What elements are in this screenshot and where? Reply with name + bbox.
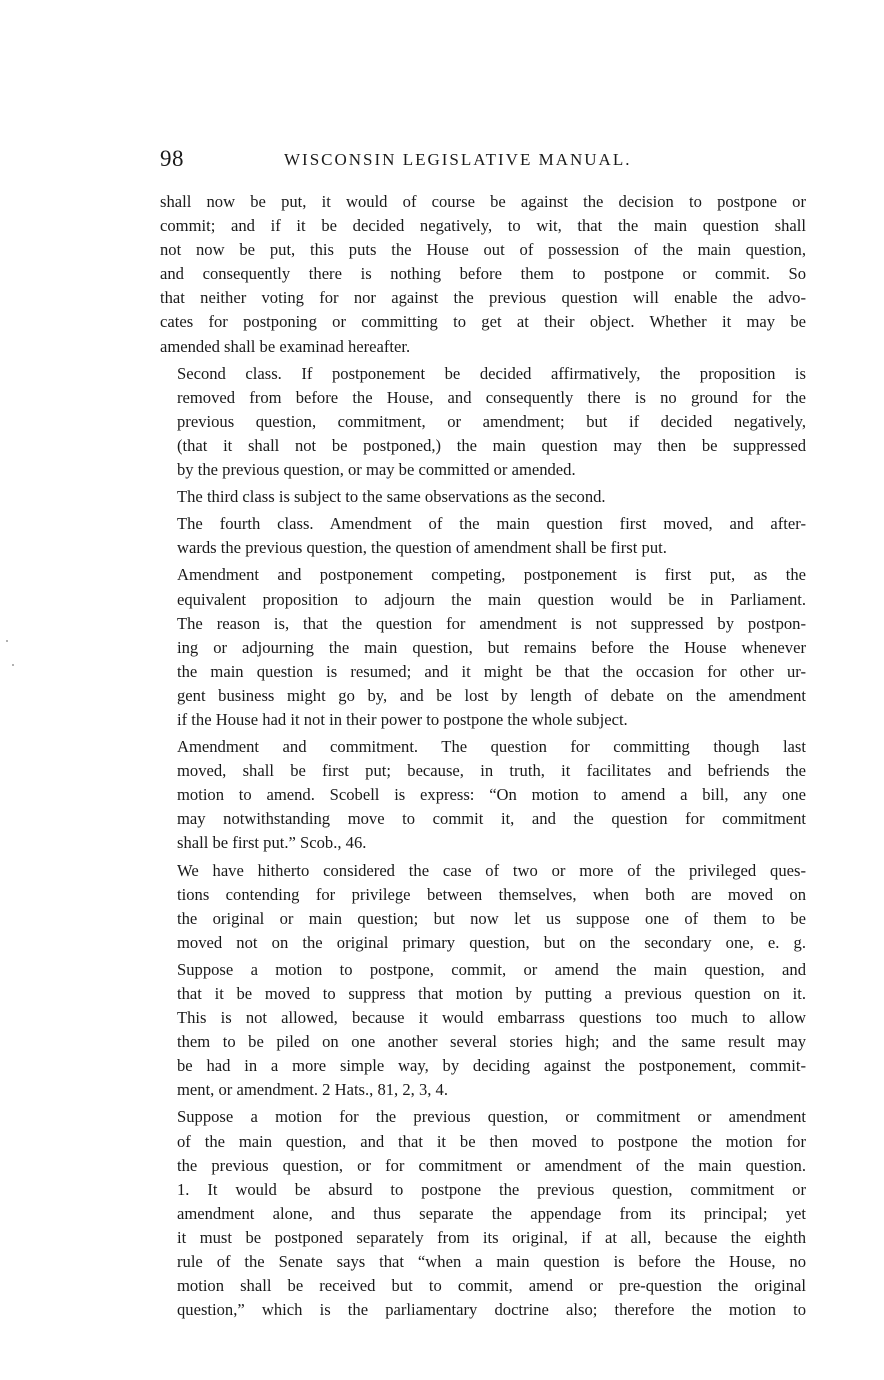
text-line: and consequently there is nothing before them to postpone or commit. So <box>160 264 806 284</box>
paragraph <box>160 958 806 1103</box>
text-line: Amendment and postponement competing, postponement is first put, as the <box>177 565 806 585</box>
paragraph <box>160 1105 806 1322</box>
text-line: question,” which is the parliamentary doctrine also; therefore the motion to <box>177 1300 806 1320</box>
paragraph <box>160 859 806 955</box>
text-line: that neither voting for nor against the previous question will enable the advo- <box>160 288 806 308</box>
text-line: them to be piled on one another several stories high; and the same result may <box>177 1032 806 1052</box>
text-line: be had in a more simple way, by deciding against the postponement, commit- <box>177 1056 806 1076</box>
text-line: removed from before the House, and consequently there is no ground for the <box>177 387 806 407</box>
text-line: tions contending for privilege between themselves, when both are moved on <box>177 884 806 904</box>
running-head: WISCONSIN LEGISLATIVE MANUAL. <box>284 150 632 169</box>
text-line: This is not allowed, because it would embarrass questions too much to allow <box>177 1008 806 1028</box>
page-number: 98 <box>160 146 184 171</box>
text-line: ment, or amendment. 2 Hats., 81, 2, 3, 4. <box>177 1080 448 1100</box>
text-line: Suppose a motion for the previous question, or commitment or amendment <box>177 1107 806 1127</box>
text-line: Second class. If postponement be decided affirmatively, the proposition is <box>177 363 806 383</box>
text-line: previous question, commitment, or amendment; but if decided negatively, <box>177 411 806 431</box>
paper-speck <box>12 664 14 666</box>
text-line: of the main question, and that it be then moved to postpone the motion for <box>177 1131 806 1151</box>
text-line: the original or main question; but now let us suppose one of them to be <box>177 908 806 928</box>
text-line: the main question is resumed; and it might be that the occasion for other ur- <box>177 661 806 681</box>
text-line: moved, shall be first put; because, in truth, it facilitates and befriends the <box>177 761 806 781</box>
text-line: shall now be put, it would of course be against the decision to postpone or <box>160 192 806 211</box>
text-line: that it be moved to suppress that motion by putting a previous question on it. <box>177 984 806 1003</box>
text-line: Suppose a motion to postpone, commit, or amend the main question, and <box>177 959 806 979</box>
paragraph <box>160 563 806 732</box>
text-line: by the previous question, or may be committed or amended. <box>177 460 576 480</box>
text-line: motion shall be received but to commit, amend or pre-question the original <box>177 1276 806 1296</box>
text-line: amended shall be examinad hereafter. <box>160 336 411 356</box>
text-line: the previous question, or for commitment or amendment of the main question. <box>177 1155 806 1175</box>
text-line: if the House had it not in their power to postpone the whole subject. <box>177 709 628 729</box>
text-line: gent business might go by, and be lost by length of debate on the amendment <box>177 685 806 705</box>
text-line: equivalent proposition to adjourn the main question would be in Parliament. <box>177 589 806 609</box>
text-line: it must be postponed separately from its original, if at all, because the eighth <box>177 1227 806 1247</box>
paper-speck <box>6 640 8 642</box>
page-header <box>160 146 720 176</box>
body-text <box>160 190 806 1325</box>
text-line: Amendment and commitment. The question for committing though last <box>177 737 806 757</box>
text-line: may notwithstanding move to commit it, and the question for commitment <box>177 809 806 829</box>
text-line: The reason is, that the question for amendment is not suppressed by postpon- <box>177 613 806 633</box>
text-line: commit; and if it be decided negatively, to wit, that the main question shall <box>160 216 806 236</box>
text-line: shall be first put.” Scob., 46. <box>177 833 367 853</box>
text-line: rule of the Senate says that “when a main question is before the House, no <box>177 1252 806 1272</box>
text-line: The third class is subject to the same observations as the second. <box>177 487 606 507</box>
text-line: (that it shall not be postponed,) the main question may then be suppressed <box>177 435 806 455</box>
paragraph <box>160 362 806 482</box>
paragraph <box>160 512 806 560</box>
text-line: amendment alone, and thus separate the appendage from its principal; yet <box>177 1203 806 1223</box>
text-line: wards the previous question, the question of amendment shall be first put. <box>177 538 667 558</box>
paragraph <box>160 735 806 855</box>
text-line: not now be put, this puts the House out of possession of the main question, <box>160 240 806 260</box>
paragraph <box>160 485 806 509</box>
text-line: 1. It would be absurd to postpone the previous question, commitment or <box>177 1179 806 1199</box>
text-line: We have hitherto considered the case of two or more of the privileged ques- <box>177 860 806 880</box>
text-line: cates for postponing or committing to get at their object. Whether it may be <box>160 312 806 332</box>
text-line: ing or adjourning the main question, but remains before the House whenever <box>177 637 806 657</box>
paragraph <box>160 190 806 359</box>
text-line: The fourth class. Amendment of the main question first moved, and after- <box>177 514 806 534</box>
text-line: moved not on the original primary question, but on the secondary one, e. g. <box>177 932 806 952</box>
text-line: motion to amend. Scobell is express: “On motion to amend a bill, any one <box>177 785 806 805</box>
